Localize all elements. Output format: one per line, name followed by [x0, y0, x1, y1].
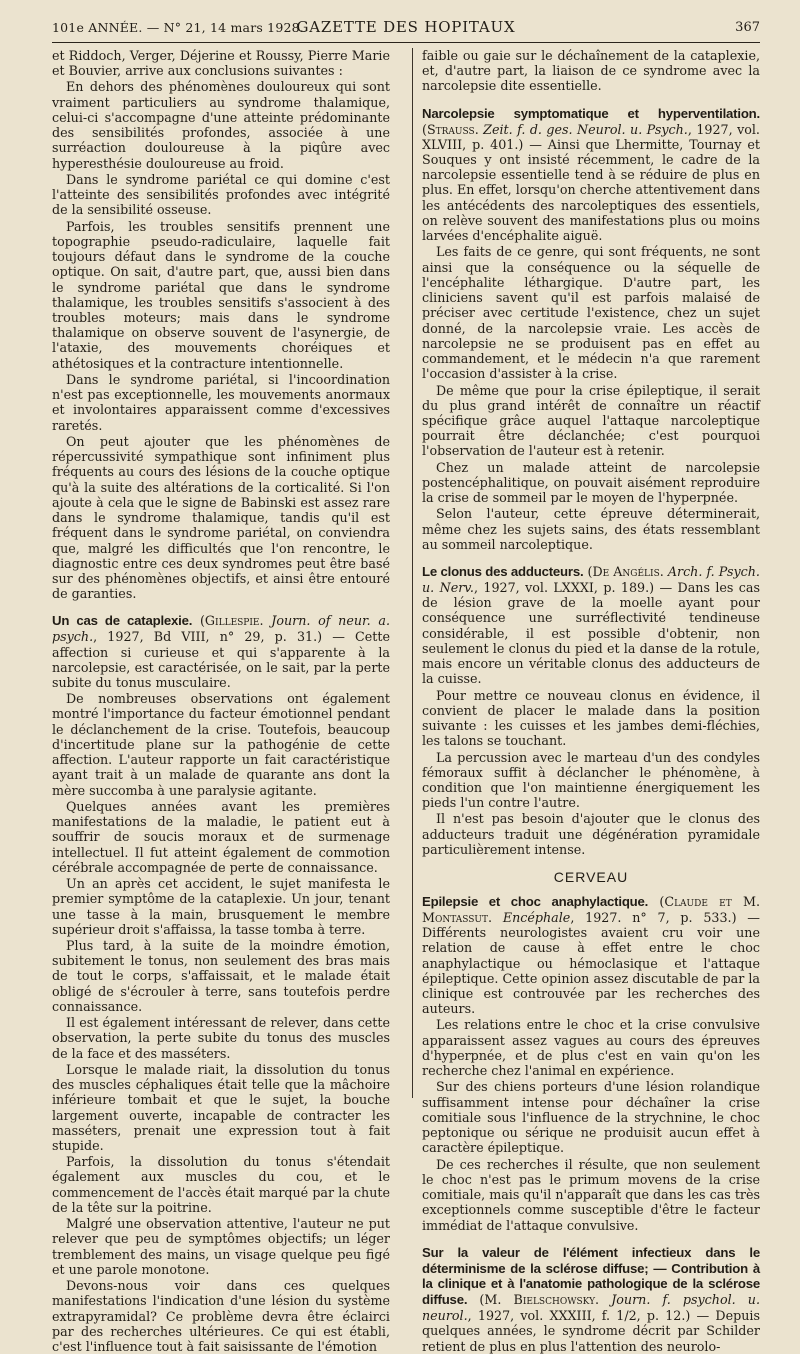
paragraph: et Riddoch, Verger, Déjerine et Roussy, Pierre Marie et Bouvier, arrive aux conclusions suivantes : [52, 48, 390, 79]
paragraph: En dehors des phénomènes douloureux qui sont vraiment particuliers au syndrome thalamique, celui-ci s'accompagne d'une atteinte prédominante des sensibilités profondes, associée à une surréaction douloureuse à la piqûre avec hyperesthésie douloureuse au froid. [52, 79, 390, 171]
article-title: Narcolepsie symptomatique et hyperventilation. [422, 105, 760, 121]
paragraph: Il est également intéressant de relever, dans cette observation, la perte subite du tonus des muscles de la face et des masséters. [52, 1015, 390, 1061]
article-citation: 1927, Bd VIII, n° 29, p. 31.) — [107, 629, 345, 645]
article-source: Encéphale [502, 909, 571, 925]
paragraph: Dans le syndrome pariétal ce qui domine c'est l'atteinte des sensibilités profondes avec intégrité de la sensibilité osseuse. [52, 171, 390, 218]
page-header [52, 16, 760, 42]
paragraph: Lorsque le malade riait, la dissolution du tonus des muscles céphaliques était telle que la mâchoire inférieure tombait et que le sujet, la bouche largement ouverte, incapable de contracter les masséters, prenait une expression tout à fait stupide. [52, 1061, 390, 1154]
column-divider [412, 48, 413, 1098]
paragraph: Sur des chiens porteurs d'une lésion rolandique suffisamment intense pour déchaîner la crise comitiale sous l'influence de la strychnine, le choc peptonique ou sérique ne produisit aucun effet à caractère épileptique. [422, 1079, 760, 1156]
paragraph: Parfois, la dissolution du tonus s'étendait également aux muscles du cou, et le commencement de l'accès était marqué par la chute de la tête sur la poitrine. [52, 1154, 390, 1215]
article-text: Dans les cas de lésion grave de la moelle ayant pour conséquence une surréflectivité tendineuse considérable, il est possible d'obtenir, non seulement le clonus du pied et la danse de la rotule, mais encore un véritable clonus des adducteurs de la cuisse. [422, 579, 760, 687]
article-cataplexie [52, 613, 390, 1354]
article-clonus [422, 564, 760, 857]
article-citation: 1927, vol. XLVIII, p. 401.) — [422, 121, 760, 152]
journal-title: GAZETTE DES HOPITAUX [296, 18, 516, 36]
article-text: Ainsi que Lhermitte, Tournay et Souques y ont insisté récemment, le cadre de la narcolepsie essentielle tend à se réduire de plus en plus. En effet, lorsqu'on cherche attentivement dans les antécédents des narcoleptiques des essentiels, on relève souvent des manifestations plus ou moins larvées d'encéphalite aiguë. [422, 136, 760, 244]
article-citation: 1927, vol. XXXIII, f. 1/2, p. 12.) — [477, 1308, 710, 1324]
paragraph: Il n'est pas besoin d'ajouter que le clonus des adducteurs traduit une dégénération pyramidale particulièrement intense. [422, 811, 760, 857]
paragraph: Un an après cet accident, le sujet manifesta le premier symptôme de la cataplexie. Un jour, tenant une tasse à la main, brusquement le membre supérieur droit s'affaissa, la tasse tomba à terre. [52, 876, 390, 937]
paragraph: Malgré une observation attentive, l'auteur ne put relever que peu de symptômes objectifs; un léger tremblement des mains, un visage quelque peu figé et une parole monotone. [52, 1216, 390, 1277]
article-author: M. Bielschowsky [484, 1292, 596, 1308]
article-lead: Sur la valeur de l'élément infectieux dans le déterminisme de la sclérose diffuse; — Contribution à la clinique et à l'anatomie pathologique de la sclérose diffuse. (M. Bielschowsky. Journ. f. psychol. u. neurol., 1927, vol. XXXIII, f. 1/2, p. 12.) — Depuis quelques années, le syndrome décrit par Schilder retient de plus en plus l'attention des neurolo- [422, 1244, 760, 1354]
paragraph: Chez un malade atteint de narcolepsie postencéphalitique, on pouvait aisément reproduire la crise de sommeil par le moyen de l'hyperpnée. [422, 459, 760, 506]
paragraph: Pour mettre ce nouveau clonus en évidence, il convient de placer le malade dans la position suivante : les cuisses et les jambes demi-fléchies, les talons se touchant. [422, 687, 760, 749]
article-source: Journ. of neur. a. psych. [52, 613, 391, 645]
article-title: Sur la valeur de l'élément infectieux dans le déterminisme de la sclérose diffuse; — Contribution à la clinique et à l'anatomie pathologique de la sclérose diffuse. [422, 1244, 760, 1308]
paragraph: Devons-nous voir dans ces quelques manifestations l'indication d'une lésion du système extrapyramidal? Ce problème devra être éclairci par des recherches ultérieures. Ce qui est établi, c'est l'influence tout à fait saisissante de l'émotion [52, 1278, 390, 1354]
article-narcolepsie [422, 106, 760, 552]
article-source: Journ. f. psychol. u. neurol. [422, 1292, 760, 1324]
article-text: Cette affection si curieuse et qui s'apparente à la narcolepsie, est caractérisée, on le sait, par la perte subite du tonus musculaire. [52, 629, 390, 690]
article-title: Un cas de cataplexie. [52, 613, 193, 629]
article-citation: 1927. n° 7, p. 533.) — [585, 909, 760, 925]
article-title: Le clonus des adducteurs. [422, 564, 584, 580]
article-author: Strauss [426, 121, 475, 137]
paragraph: De même que pour la crise épileptique, il serait du plus grand intérêt de connaître un réactif spécifique grâce auquel l'attaque narcoleptique pourrait être déclanchée; c'est pourquoi l'observation de l'auteur est à retenir. [422, 382, 760, 459]
paragraph: Les faits de ce genre, qui sont fréquents, ne sont ainsi que la conséquence ou la séquelle de l'encéphalite léthargique. D'autre part, les cliniciens savent qu'il est parfois malaisé de préciser avec certitude l'existence, chez un sujet donné, de la narcolepsie vraie. Les accès de narcolepsie ne se produisent pas en effet au commandement, et le médecin n'a que rarement l'occasion d'assister à la crise. [422, 244, 760, 382]
right-column [422, 48, 761, 1354]
paragraph: On peut ajouter que les phénomènes de répercussivité sympathique sont infiniment plus fréquents au cours des lésions de la couche optique qu'à la suite des altérations de la corticalité. Si l'on ajoute à cela que le signe de Babinski est assez rare dans le syndrome thalamique, tandis qu'il est fréquent dans le syndrome pariétal, on conviendra que, malgré les difficultés que l'on rencontre, le diagnostic entre ces deux syndromes peut être basé sur des phénomènes objectifs, et ainsi être entouré de garanties. [52, 433, 390, 602]
article-lead: Le clonus des adducteurs. (De Angélis. Arch. f. Psych. u. Nerv., 1927, vol. LXXXI, p. 189.) — Dans les cas de lésion grave de la moelle ayant pour conséquence une surréflectivité tendineuse considérable, il est possible d'obtenir, non seulement le clonus du pied et la danse de la rotule, mais encore un véritable clonus des adducteurs de la cuisse. [422, 564, 760, 687]
paragraph: Quelques années avant les premières manifestations de la maladie, le patient eut à souffrir de soucis moraux et de surmenage intellectuel. Il fut atteint également de commotion cérébrale accompagnée de perte de connaissance. [52, 798, 390, 875]
article-lead: Narcolepsie symptomatique et hyperventilation. (Strauss. Zeit. f. d. ges. Neurol. u. Psych., 1927, vol. XLVIII, p. 401.) — Ainsi que Lhermitte, Tournay et Souques y ont insisté récemment, le cadre de la narcolepsie essentielle tend à se réduire de plus en plus. En effet, lorsqu'on cherche attentivement dans les antécédents des narcoleptiques des essentiels, on relève souvent des manifestations plus ou moins larvées d'encéphalite aiguë. [422, 105, 760, 244]
article-lead: Epilepsie et choc anaphylactique. (Claude et M. Montassut. Encéphale, 1927. n° 7, p. 533.) — Différents neurologistes avaient cru voir une relation de cause à effet entre le choc anaphylactique ou hémoclasique et l'attaque épileptique. Cette opinion assez discutable de par la clinique est controuvée par les recherches des auteurs. [422, 893, 761, 1017]
paragraph: Les relations entre le choc et la crise convulsive apparaissent assez vagues au cours des épreuves d'hyperpnée, et de plus c'est en vain qu'on les recherche chez l'animal en expérience. [422, 1017, 760, 1079]
paragraph: Plus tard, à la suite de la moindre émotion, subitement le tonus, non seulement des bras mais de tout le corps, s'affaissait, et le malade était obligé de s'écrouler à terre, sans toutefois perdre connaissance. [52, 937, 390, 1014]
header-rule [52, 42, 760, 43]
paragraph: faible ou gaie sur le déchaînement de la cataplexie, et, d'autre part, la liaison de ce syndrome avec la narcolepsie dite essentielle. [422, 48, 760, 94]
article-source: Arch. f. Psych. u. Nerv. [422, 564, 760, 595]
article-title: Epilepsie et choc anaphylactique. [422, 893, 649, 909]
paragraph: La percussion avec le marteau d'un des condyles fémoraux suffit à déclancher le phénomène, à condition que l'on maintienne énergiquement les pieds l'un contre l'autre. [422, 749, 760, 811]
article-author: Claude et M. Montassut [422, 893, 761, 925]
article-citation: 1927, vol. LXXXI, p. 189.) — [483, 579, 673, 595]
section-title: CERVEAU [553, 869, 629, 886]
left-column [52, 48, 391, 1354]
article-author: Gillespie [204, 613, 260, 629]
article-lead: Un cas de cataplexie. (Gillespie. Journ. of neur. a. psych., 1927, Bd VIII, n° 29, p. 31.) — Cette affection si curieuse et qui s'apparente à la narcolepsie, est caractérisée, on le sait, par la perte subite du tonus musculaire. [52, 613, 391, 690]
paragraph: De nombreuses observations ont également montré l'importance du facteur émotionnel pendant le déclanchement de la crise. Toutefois, beaucoup d'incertitude plane sur la pathogénie de cette affection. L'auteur rapporte un fait caractéristique ayant trait à un malade de quarante ans dont la mère succomba à une paralysie agitante. [52, 691, 390, 798]
page-number: 367 [735, 20, 760, 35]
article-source: Zeit. f. d. ges. Neurol. u. Psych. [483, 121, 688, 137]
paragraph: Parfois, les troubles sensitifs prennent une topographie pseudo-radiculaire, laquelle fait toujours défaut dans le syndrome de la couche optique. On sait, d'autre part, que, aussi bien dans le syndrome pariétal que dans le syndrome thalamique, les troubles sensitifs s'associent à des troubles moteurs; mais dans le syndrome thalamique on observe souvent de l'asynergie, de l'ataxie, des mouvements choréiques et athétosiques et la contracture intentionnelle. [52, 218, 390, 371]
article-epilepsie [422, 894, 760, 1233]
article-sclerose [422, 1245, 760, 1354]
article-author: De Angélis [592, 564, 660, 580]
paragraph: Dans le syndrome pariétal, si l'incoordination n'est pas exceptionnelle, les mouvements anormaux et involontaires apparaissent comme d'excessives raretés. [52, 371, 390, 433]
paragraph: Selon l'auteur, cette épreuve déterminerait, même chez les sujets sains, des états ressemblant au sommeil narcoleptique. [422, 506, 760, 552]
article-text: Depuis quelques années, le syndrome décrit par Schilder retient de plus en plus l'attention des neurolo- [422, 1308, 760, 1354]
article-text: Différents neurologistes avaient cru voir une relation de cause à effet entre le choc anaphylactique ou hémoclasique et l'attaque épileptique. Cette opinion assez discutable de par la clinique est controuvée par les recherches des auteurs. [422, 925, 760, 1017]
paragraph: De ces recherches il résulte, que non seulement le choc n'est pas le primum movens de la crise comitiale, mais qu'il n'apparaît que dans les cas très exceptionnels comme susceptible d'être le facteur immédiat de l'attaque convulsive. [422, 1156, 760, 1233]
issue-info: 101e ANNÉE. — N° 21, 14 mars 1928. [52, 20, 304, 35]
